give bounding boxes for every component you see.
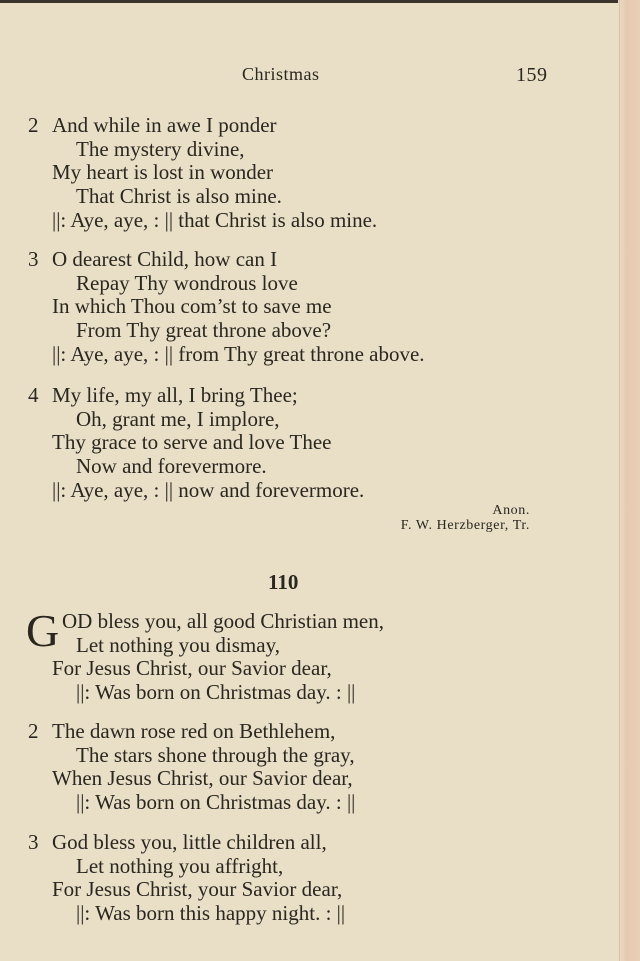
- page-top-edge: [0, 0, 640, 3]
- stanza: [0, 248, 600, 366]
- refrain-line: ||: Was born this happy night. : ||: [76, 901, 346, 926]
- verse-line: Let nothing you affright,: [76, 853, 284, 878]
- verse-line: Oh, grant me, I implore,: [76, 406, 280, 431]
- verse-line: OD bless you, all good Christian men,: [62, 609, 384, 633]
- verse-line: In which Thou com’st to save me: [52, 294, 332, 319]
- stanza: [0, 114, 600, 232]
- verse-line: The dawn rose red on Bethlehem,: [52, 719, 336, 743]
- running-header: Christmas: [242, 64, 320, 84]
- translator-credit: F. W. Herzberger, Tr.: [400, 518, 530, 533]
- stanza-number: 3: [28, 830, 39, 854]
- page-fold-line: [619, 0, 620, 961]
- verse-line: From Thy great throne above?: [76, 318, 332, 343]
- verse-line: My heart is lost in wonder: [52, 160, 274, 185]
- verse-line: Now and forevermore.: [76, 454, 267, 479]
- hymn-number: 110: [268, 570, 299, 594]
- verse-line: My life, my all, I bring Thee;: [52, 383, 298, 407]
- verse-line: Repay Thy wondrous love: [76, 270, 298, 295]
- verse-line: Thy grace to serve and love Thee: [52, 430, 332, 455]
- verse-line: And while in awe I ponder: [52, 113, 277, 137]
- refrain-line: ||: Aye, aye, : || that Christ is also mine.: [52, 207, 378, 232]
- verse-line: O dearest Child, how can I: [52, 247, 278, 271]
- verse-line: God bless you, little children all,: [52, 830, 327, 854]
- verse-line: Let nothing you dismay,: [76, 632, 280, 657]
- refrain-line: ||: Was born on Christmas day. : ||: [76, 790, 356, 815]
- stanza-number: 4: [28, 383, 39, 407]
- page-right-edge: [618, 0, 640, 961]
- verse-line: The stars shone through the gray,: [76, 742, 355, 767]
- stanza-number: 3: [28, 247, 39, 271]
- stanza: [0, 831, 600, 926]
- stanza: [0, 720, 600, 815]
- verse-line: For Jesus Christ, your Savior dear,: [52, 877, 343, 902]
- verse-line: That Christ is also mine.: [76, 184, 282, 209]
- verse-line: The mystery divine,: [76, 136, 245, 161]
- stanza-number: 2: [28, 113, 39, 137]
- stanza-number: 2: [28, 719, 39, 743]
- stanza: [0, 605, 600, 705]
- refrain-line: ||: Aye, aye, : || now and forevermore.: [52, 477, 365, 502]
- refrain-line: ||: Aye, aye, : || from Thy great throne above.: [52, 341, 425, 366]
- stanza: [0, 384, 600, 502]
- refrain-line: ||: Was born on Christmas day. : ||: [76, 680, 356, 705]
- author-credit: Anon.: [492, 503, 530, 518]
- page-number: 159: [516, 64, 548, 86]
- verse-line: For Jesus Christ, our Savior dear,: [52, 656, 332, 681]
- verse-line: When Jesus Christ, our Savior dear,: [52, 766, 353, 791]
- drop-cap: G: [26, 605, 60, 656]
